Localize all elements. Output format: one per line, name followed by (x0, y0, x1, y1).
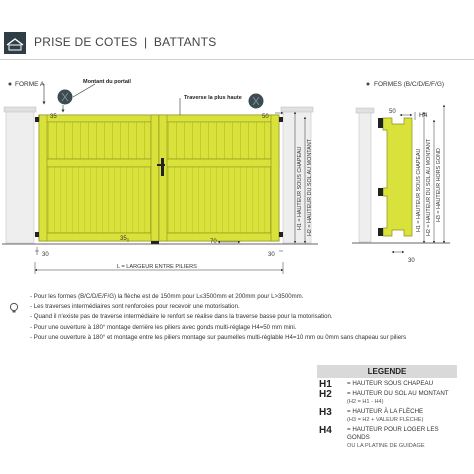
svg-text:50: 50 (262, 114, 269, 120)
legend-item-h4: H4 = HAUTEUR POUR LOGER LES GONDS OU LA PLATINE DE GUIDAGE (319, 425, 439, 449)
svg-text:FORME A: FORME A (15, 81, 45, 88)
title-separator: | (144, 35, 148, 49)
forme-a-label (9, 81, 45, 104)
note-item: - Pour les formes (B/C/D/E/F/G) la flèche est de 150mm pour L≤3500mm et 200mm pour L>3500mm. (30, 293, 304, 300)
svg-text:35: 35 (50, 114, 57, 120)
lightbulb-icon (8, 302, 20, 314)
note-item: - Quand il n'existe pas de traverse intermédiaire le renfort se réalise dans la traverse basse pour la motorisation. (30, 313, 333, 321)
svg-text:H3 = HAUTEUR HORS GOND: H3 = HAUTEUR HORS GOND (436, 148, 442, 222)
traverse-callout (180, 94, 264, 118)
legend-item-h1: H1 = HAUTEUR SOUS CHAPEAU (319, 379, 434, 390)
gate-leaf-right (159, 115, 279, 241)
gate-leaf-left (39, 115, 159, 241)
svg-text:30: 30 (42, 252, 49, 258)
svg-text:H2 = HAUTEUR DU SOL AU MONTANT: H2 = HAUTEUR DU SOL AU MONTANT (307, 139, 313, 236)
svg-text:35: 35 (120, 236, 127, 242)
left-pillar (4, 107, 36, 243)
notes-list (30, 292, 454, 343)
svg-text:30: 30 (268, 252, 275, 258)
formes-b-g-label (367, 81, 445, 88)
svg-text:L = LARGEUR ENTRE PILIERS: L = LARGEUR ENTRE PILIERS (117, 264, 197, 270)
svg-text:H4: H4 (419, 112, 428, 119)
page-subtitle: BATTANTS (153, 35, 217, 49)
svg-text:H1 = HAUTEUR SOUS CHAPEAU: H1 = HAUTEUR SOUS CHAPEAU (416, 148, 422, 232)
legend-title: LEGENDE (317, 365, 457, 378)
svg-text:70: 70 (210, 239, 217, 245)
montant-callout (58, 79, 132, 112)
svg-text:50: 50 (389, 109, 396, 115)
svg-text:FORMES (B/C/D/E/F/G): FORMES (B/C/D/E/F/G) (374, 81, 445, 88)
svg-text:H1 = HAUTEUR SOUS CHAPEAU: H1 = HAUTEUR SOUS CHAPEAU (297, 146, 303, 230)
svg-text:30: 30 (408, 258, 415, 264)
svg-text:Traverse la plus haute: Traverse la plus haute (184, 95, 242, 101)
legend-item-h2: H2 = HAUTEUR DU SOL AU MONTANT (H2 = H1 - H4) (319, 389, 449, 405)
note-item: - Pour une ouverture à 180° et montage entre les piliers montage sur paumelles multi-réglable H4=10 mm ou 0mm sans chapeau sur piliers (30, 333, 407, 341)
page-title: PRISE DE COTES | BATTANTS (34, 35, 217, 49)
note-item: - Pour une ouverture à 180° montage derrière les piliers avec gonds multi-réglage H4=50 mm mini. (30, 323, 297, 331)
svg-text:Montant du portail: Montant du portail (83, 79, 131, 85)
note-item: - Les traverses intermédiaires sont renforcées pour recevoir une motorisation. (30, 303, 240, 311)
svg-text:H2 = HAUTEUR DU SOL AU MONTANT: H2 = HAUTEUR DU SOL AU MONTANT (426, 139, 432, 236)
legend-box (317, 365, 457, 450)
legend-item-h3: H3 = HAUTEUR À LA FLÈCHE (H3 = H2 + VALEUR FLÈCHE) (319, 407, 424, 423)
